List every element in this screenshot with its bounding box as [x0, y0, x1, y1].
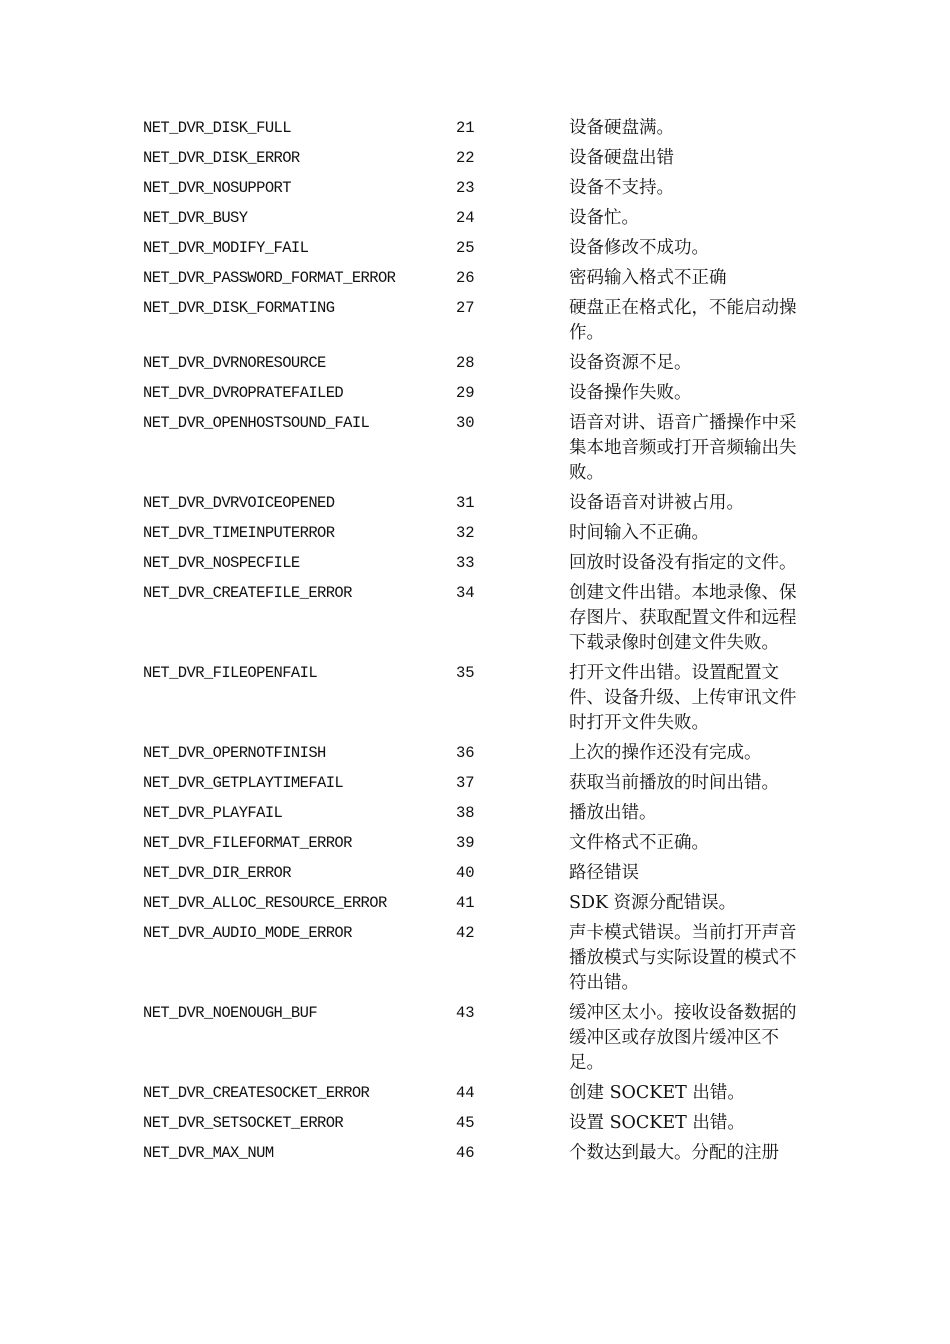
- error-name: NET_DVR_PASSWORD_FORMAT_ERROR: [143, 269, 396, 287]
- error-description: 上次的操作还没有完成。: [569, 743, 762, 763]
- error-name: NET_DVR_DISK_FORMATING: [143, 299, 335, 317]
- error-description: 设置 SOCKET 出错。: [569, 1113, 745, 1133]
- error-name: NET_DVR_MODIFY_FAIL: [143, 239, 309, 257]
- error-name: NET_DVR_DIR_ERROR: [143, 864, 291, 882]
- table-row: [143, 581, 823, 656]
- error-code: 26: [456, 269, 475, 287]
- error-name: NET_DVR_TIMEINPUTERROR: [143, 524, 335, 542]
- error-description: 设备语音对讲被占用。: [569, 493, 744, 513]
- error-code: 33: [456, 554, 475, 572]
- error-name: NET_DVR_GETPLAYTIMEFAIL: [143, 774, 344, 792]
- error-description: 设备修改不成功。: [569, 238, 709, 258]
- table-row: [143, 1001, 823, 1076]
- error-code: 40: [456, 864, 475, 882]
- error-description: 设备忙。: [569, 208, 639, 228]
- error-code: 38: [456, 804, 475, 822]
- table-row: [143, 411, 823, 486]
- error-description: 密码输入格式不正确: [569, 268, 727, 288]
- table-row: [143, 891, 823, 916]
- error-description: 创建 SOCKET 出错。: [569, 1083, 745, 1103]
- error-code: 36: [456, 744, 475, 762]
- error-name: NET_DVR_NOSUPPORT: [143, 179, 291, 197]
- error-description: 个数达到最大。分配的注册: [569, 1143, 779, 1163]
- error-name: NET_DVR_AUDIO_MODE_ERROR: [143, 924, 352, 942]
- error-code: 35: [456, 664, 475, 682]
- error-code: 29: [456, 384, 475, 402]
- error-description: 设备硬盘出错: [569, 148, 674, 168]
- error-description: 打开文件出错。设置配置文件、设备升级、上传审讯文件时打开文件失败。: [569, 663, 797, 733]
- error-description: 创建文件出错。本地录像、保存图片、获取配置文件和远程下载录像时创建文件失败。: [569, 583, 797, 653]
- error-description: SDK 资源分配错误。: [569, 893, 737, 913]
- error-description: 设备不支持。: [569, 178, 674, 198]
- error-code: 42: [456, 924, 475, 942]
- table-row: [143, 296, 823, 346]
- error-code: 46: [456, 1144, 475, 1162]
- error-code: 37: [456, 774, 475, 792]
- table-row: [143, 176, 823, 201]
- error-description: 回放时设备没有指定的文件。: [569, 553, 797, 573]
- error-description: 设备硬盘满。: [569, 118, 674, 138]
- error-description: 语音对讲、语音广播操作中采集本地音频或打开音频输出失败。: [569, 413, 797, 483]
- error-name: NET_DVR_BUSY: [143, 209, 248, 227]
- error-description: 获取当前播放的时间出错。: [569, 773, 779, 793]
- error-name: NET_DVR_DVRVOICEOPENED: [143, 494, 335, 512]
- error-description: 声卡模式错误。当前打开声音播放模式与实际设置的模式不符出错。: [569, 923, 797, 993]
- error-code-table: [143, 116, 823, 1171]
- error-code: 41: [456, 894, 475, 912]
- error-description: 播放出错。: [569, 803, 657, 823]
- error-name: NET_DVR_ALLOC_RESOURCE_ERROR: [143, 894, 387, 912]
- table-row: [143, 1141, 823, 1166]
- table-row: [143, 861, 823, 886]
- error-name: NET_DVR_DVRNORESOURCE: [143, 354, 326, 372]
- table-row: [143, 921, 823, 996]
- error-name: NET_DVR_CREATEFILE_ERROR: [143, 584, 352, 602]
- table-row: [143, 1081, 823, 1106]
- error-name: NET_DVR_NOSPECFILE: [143, 554, 300, 572]
- error-code: 45: [456, 1114, 475, 1132]
- table-row: [143, 381, 823, 406]
- table-row: [143, 801, 823, 826]
- error-code: 30: [456, 414, 475, 432]
- table-row: [143, 831, 823, 856]
- table-row: [143, 351, 823, 376]
- error-code: 27: [456, 299, 475, 317]
- error-name: NET_DVR_CREATESOCKET_ERROR: [143, 1084, 370, 1102]
- table-row: [143, 521, 823, 546]
- error-name: NET_DVR_DISK_ERROR: [143, 149, 300, 167]
- error-description: 硬盘正在格式化，不能启动操作。: [569, 298, 797, 343]
- error-name: NET_DVR_DVROPRATEFAILED: [143, 384, 344, 402]
- error-code: 21: [456, 119, 475, 137]
- error-name: NET_DVR_NOENOUGH_BUF: [143, 1004, 318, 1022]
- error-name: NET_DVR_FILEFORMAT_ERROR: [143, 834, 352, 852]
- error-description: 文件格式不正确。: [569, 833, 709, 853]
- table-row: [143, 661, 823, 736]
- error-code: 22: [456, 149, 475, 167]
- table-row: [143, 236, 823, 261]
- error-code: 43: [456, 1004, 475, 1022]
- error-code: 32: [456, 524, 475, 542]
- error-description: 时间输入不正确。: [569, 523, 709, 543]
- error-code: 39: [456, 834, 475, 852]
- error-description: 设备操作失败。: [569, 383, 692, 403]
- table-row: [143, 491, 823, 516]
- error-description: 设备资源不足。: [569, 353, 692, 373]
- error-code: 25: [456, 239, 475, 257]
- table-row: [143, 741, 823, 766]
- error-code: 24: [456, 209, 475, 227]
- error-name: NET_DVR_OPERNOTFINISH: [143, 744, 326, 762]
- table-row: [143, 206, 823, 231]
- table-row: [143, 266, 823, 291]
- error-name: NET_DVR_SETSOCKET_ERROR: [143, 1114, 344, 1132]
- error-code: 28: [456, 354, 475, 372]
- error-description: 缓冲区太小。接收设备数据的缓冲区或存放图片缓冲区不足。: [569, 1003, 797, 1073]
- error-description: 路径错误: [569, 863, 639, 883]
- error-code: 34: [456, 584, 475, 602]
- table-row: [143, 146, 823, 171]
- table-row: [143, 771, 823, 796]
- table-row: [143, 116, 823, 141]
- table-row: [143, 1111, 823, 1136]
- error-code: 23: [456, 179, 475, 197]
- error-code: 44: [456, 1084, 475, 1102]
- error-code: 31: [456, 494, 475, 512]
- error-name: NET_DVR_PLAYFAIL: [143, 804, 283, 822]
- error-name: NET_DVR_DISK_FULL: [143, 119, 291, 137]
- error-name: NET_DVR_FILEOPENFAIL: [143, 664, 318, 682]
- error-name: NET_DVR_OPENHOSTSOUND_FAIL: [143, 414, 370, 432]
- table-row: [143, 551, 823, 576]
- error-name: NET_DVR_MAX_NUM: [143, 1144, 274, 1162]
